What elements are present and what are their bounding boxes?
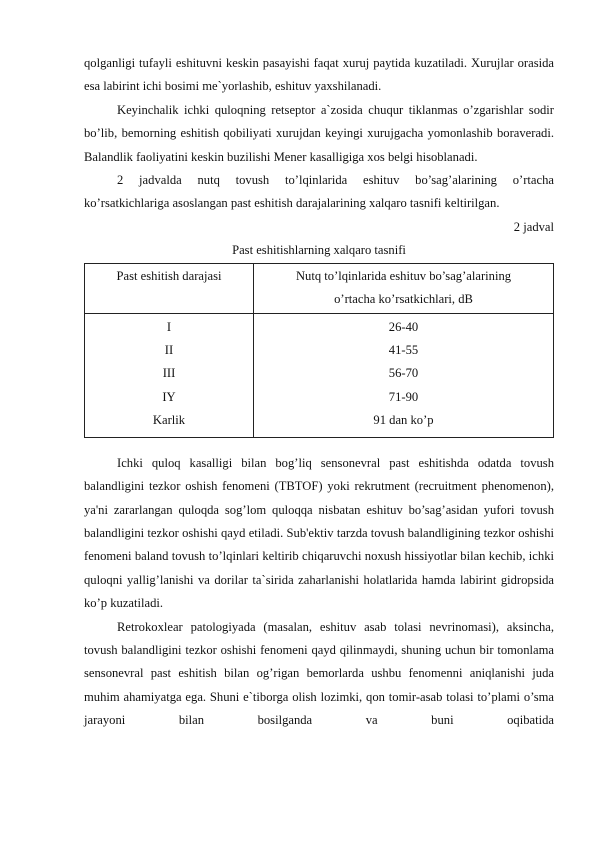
header-threshold bbox=[254, 263, 554, 313]
table-cell-degree: IY bbox=[162, 389, 176, 404]
paragraph-table-intro: 2 jadvalda nutq tovush to’lqinlarida eshituv bo’sag’alarining o’rtacha ko’rsatkichlariga asoslangan past eshitish darajalarining xalqaro tasnifi keltirilgan. bbox=[84, 173, 554, 211]
paragraph-recruitment: Ichki quloq kasalligi bilan bog’liq sensonevral past eshitishda odatda tovush balandligini tezkor oshish fenomeni (TBTOF) yoki rekrutment (recruitment phenomenon), ya'ni zararlangan quloqda sog’lom quloqqa nisbatan eshituv bo’sag’asidan yufori tovush balandligini tezkor oshishi qayd etiladi. Sub'ektiv tarzda tovush balandligining tezkor oshishi fenomeni baland tovush to’lqinlari keltirib chiqaruvchi noxush hissiyotlar bilan kechib, ichki quloqni yallig’lanishi va dorilar ta`sirida zaharlanishi holatlarida hamda labirint gidropsida ko’p kuzatiladi. bbox=[84, 455, 554, 611]
paragraph-receptor-changes: Keyinchalik ichki quloqning retseptor a`zosida chuqur tiklanmas o’zgarishlar sodir bo’lib, bemorning eshitish qobiliyati xurujdan keyingi xurujgacha yomonlashib boraveradi. Balandlik faoliyatini keskin buzilishi Mener kasalligiga xos belgi hisoblanadi. bbox=[84, 102, 554, 164]
hearing-loss-table bbox=[84, 263, 554, 438]
header-threshold-line1: Nutq to’lqinlarida eshituv bo’sag’alarining bbox=[295, 268, 512, 283]
spacer bbox=[84, 438, 554, 452]
degree-column bbox=[85, 313, 254, 437]
header-threshold-line2: o’rtacha ko’rsatkichlari, dB bbox=[334, 291, 473, 306]
document-page bbox=[84, 52, 554, 733]
table-cell-degree: III bbox=[162, 366, 176, 381]
table-cell-threshold: 41-55 bbox=[388, 343, 419, 358]
table-body-row bbox=[85, 313, 554, 437]
paragraph-retrocochlear: Retrokoxlear patologiyada (masalan, eshituv asab tolasi nevrinomasi), aksincha, tovush balandligini tezkor oshishi fenomeni qayd qilinmaydi, shuning uchun bir tomonlama sensonevral past eshitish bilan og’rigan bemorlarda ushbu fenomenni aniqlanishi juda muhim ahamiyatga ega. Shuni e`tiborga olish lozimki, qon tomir-asab tolasi to’plami o’sma jarayoni bilan bosilganda va buni oqibatida bbox=[84, 619, 554, 728]
table-title: Past eshitishlarning xalqaro tasnifi bbox=[232, 243, 406, 258]
table-label: 2 jadval bbox=[513, 219, 554, 234]
header-degree: Past eshitish darajasi bbox=[85, 263, 254, 313]
table-cell-threshold: 56-70 bbox=[388, 366, 419, 381]
threshold-column bbox=[254, 313, 554, 437]
table-cell-threshold: 71-90 bbox=[388, 389, 419, 404]
table-cell-threshold: 91 dan ko’p bbox=[373, 413, 434, 428]
table-cell-degree: Karlik bbox=[152, 413, 186, 428]
table-header-row bbox=[85, 263, 554, 313]
table-cell-degree: II bbox=[164, 343, 174, 358]
table-cell-threshold: 26-40 bbox=[388, 319, 419, 334]
table-cell-degree: I bbox=[166, 319, 172, 334]
paragraph-continued: qolganligi tufayli eshituvni keskin pasayishi faqat xuruj paytida kuzatiladi. Xurujlar orasida esa labirint ichi bosimi me`yorlashib, eshituv yaxshilanadi. bbox=[84, 56, 554, 94]
